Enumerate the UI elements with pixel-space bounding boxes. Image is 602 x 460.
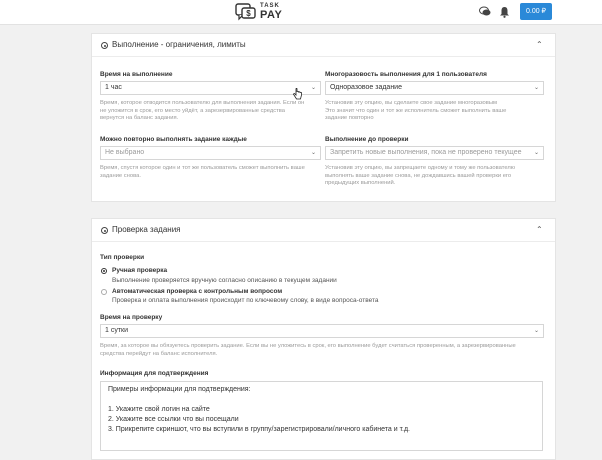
chat-icon[interactable] [479, 6, 491, 17]
info-line: 1. Укажите свой логин на сайте [108, 406, 210, 413]
limits-section-title: Выполнение - ограничения, лимиты [112, 40, 246, 49]
manual-check-radio[interactable] [101, 268, 107, 274]
chevron-down-icon: ⌄ [310, 150, 316, 156]
logo[interactable] [235, 2, 295, 22]
check-time-select-value: 1 сутки [105, 327, 129, 334]
mouse-cursor-icon [293, 88, 302, 100]
repeat-select-value: Не выбрано [105, 149, 145, 156]
time-hint-line: вернутся на баланс задания. [100, 115, 179, 121]
info-textarea[interactable] [100, 381, 543, 451]
check-time-select[interactable] [100, 324, 544, 338]
chevron-down-icon: ⌄ [310, 85, 316, 91]
chevron-down-icon: ⌄ [533, 85, 539, 91]
time-select[interactable] [100, 81, 321, 95]
target-icon [101, 42, 108, 49]
until-hint-line: предыдущих выполнений. [325, 180, 396, 186]
info-line: Примеры информации для подтверждения: [108, 386, 251, 393]
info-line: 2. Укажите все ссылки что вы посещали [108, 416, 239, 423]
time-hint [100, 100, 322, 123]
check-time-label: Время на проверку [100, 314, 163, 321]
multi-label: Многоразовость выполнения для 1 пользователя [325, 71, 487, 78]
verification-section-header[interactable] [92, 219, 555, 242]
manual-check-desc: Выполнение проверяется вручную согласно описанию в текущем задании [112, 277, 337, 284]
until-label: Выполнение до проверки [325, 136, 409, 143]
check-circle-icon [101, 227, 108, 234]
chevron-down-icon: ⌄ [533, 150, 539, 156]
until-select[interactable] [325, 146, 544, 160]
verification-section-title: Проверка задания [112, 225, 181, 234]
chevron-down-icon: ⌄ [533, 328, 539, 334]
repeat-select[interactable] [100, 146, 321, 160]
info-label: Информация для подтверждения [100, 370, 209, 377]
repeat-hint [100, 165, 322, 180]
multi-hint-line: Это значит что один и тот же исполнитель сможет выполнить ваше [325, 107, 507, 114]
check-time-hint [100, 343, 546, 358]
multi-hint-line: Установив эту опцию, вы сделаете свое задание многоразовым [325, 100, 498, 106]
check-type-label: Тип проверки [100, 254, 145, 261]
auto-check-title[interactable]: Автоматическая проверка с контрольным вопросом [112, 288, 283, 295]
multi-select[interactable] [325, 81, 544, 95]
chevron-up-icon[interactable]: ⌃ [536, 225, 543, 234]
repeat-hint-line: Время, спустя которое один и тот же пользователь сможет выполнить ваше [100, 165, 305, 171]
repeat-hint-line: задание снова. [100, 172, 141, 179]
manual-check-title[interactable]: Ручная проверка [112, 267, 168, 274]
repeat-label: Можно повторно выполнять задание каждые [100, 136, 247, 143]
auto-check-desc: Проверка и оплата выполнения происходит по ключевому слову, в виде вопроса-ответа [112, 297, 379, 304]
multi-hint-line: задание повторно [325, 115, 374, 121]
limits-section-header[interactable] [92, 34, 555, 57]
bell-icon[interactable] [499, 6, 510, 18]
dollar-chat-logo-icon [235, 3, 257, 21]
top-bar [0, 0, 602, 25]
balance-button[interactable]: 0.00 ₽ [520, 3, 552, 20]
check-time-hint-line: Время, за которое вы обязуетесь проверить задание. Если вы не уложитесь в срок, его выполнение будет считаться проверенным, а зарезервированные [100, 343, 516, 349]
until-hint [325, 165, 545, 188]
time-select-value: 1 час [105, 84, 122, 91]
chevron-up-icon[interactable]: ⌃ [536, 40, 543, 49]
logo-text-bottom: PAY [260, 9, 283, 21]
check-time-hint-line: средства перейдут на баланс исполнителя. [100, 350, 218, 357]
multi-hint [325, 100, 545, 123]
info-line: 3. Прикрепите скриншот, что вы вступили в группу/зарегистрировали/личного кабинета и т.д. [108, 426, 411, 433]
multi-select-value: Одноразовое задание [330, 84, 402, 91]
time-label: Время на выполнение [100, 71, 173, 78]
svg-text:$: $ [246, 9, 251, 18]
logo-text-top: TASK [260, 3, 280, 9]
until-hint-line: выполнять ваше задание снова, не дождавшись вашей проверки его [325, 172, 512, 179]
time-hint-line: не уложится в срок, его место уйдёт, а зарезервированные средства [100, 107, 285, 114]
time-hint-line: Время, которое отводится пользователю для выполнения задания. Если он [100, 100, 305, 106]
auto-check-radio[interactable] [101, 289, 107, 295]
until-select-value: Запретить новые выполнения, пока не проверено текущее [330, 149, 522, 156]
until-hint-line: Установив эту опцию, вы запрещаете одному и тому же пользователю [325, 165, 516, 171]
